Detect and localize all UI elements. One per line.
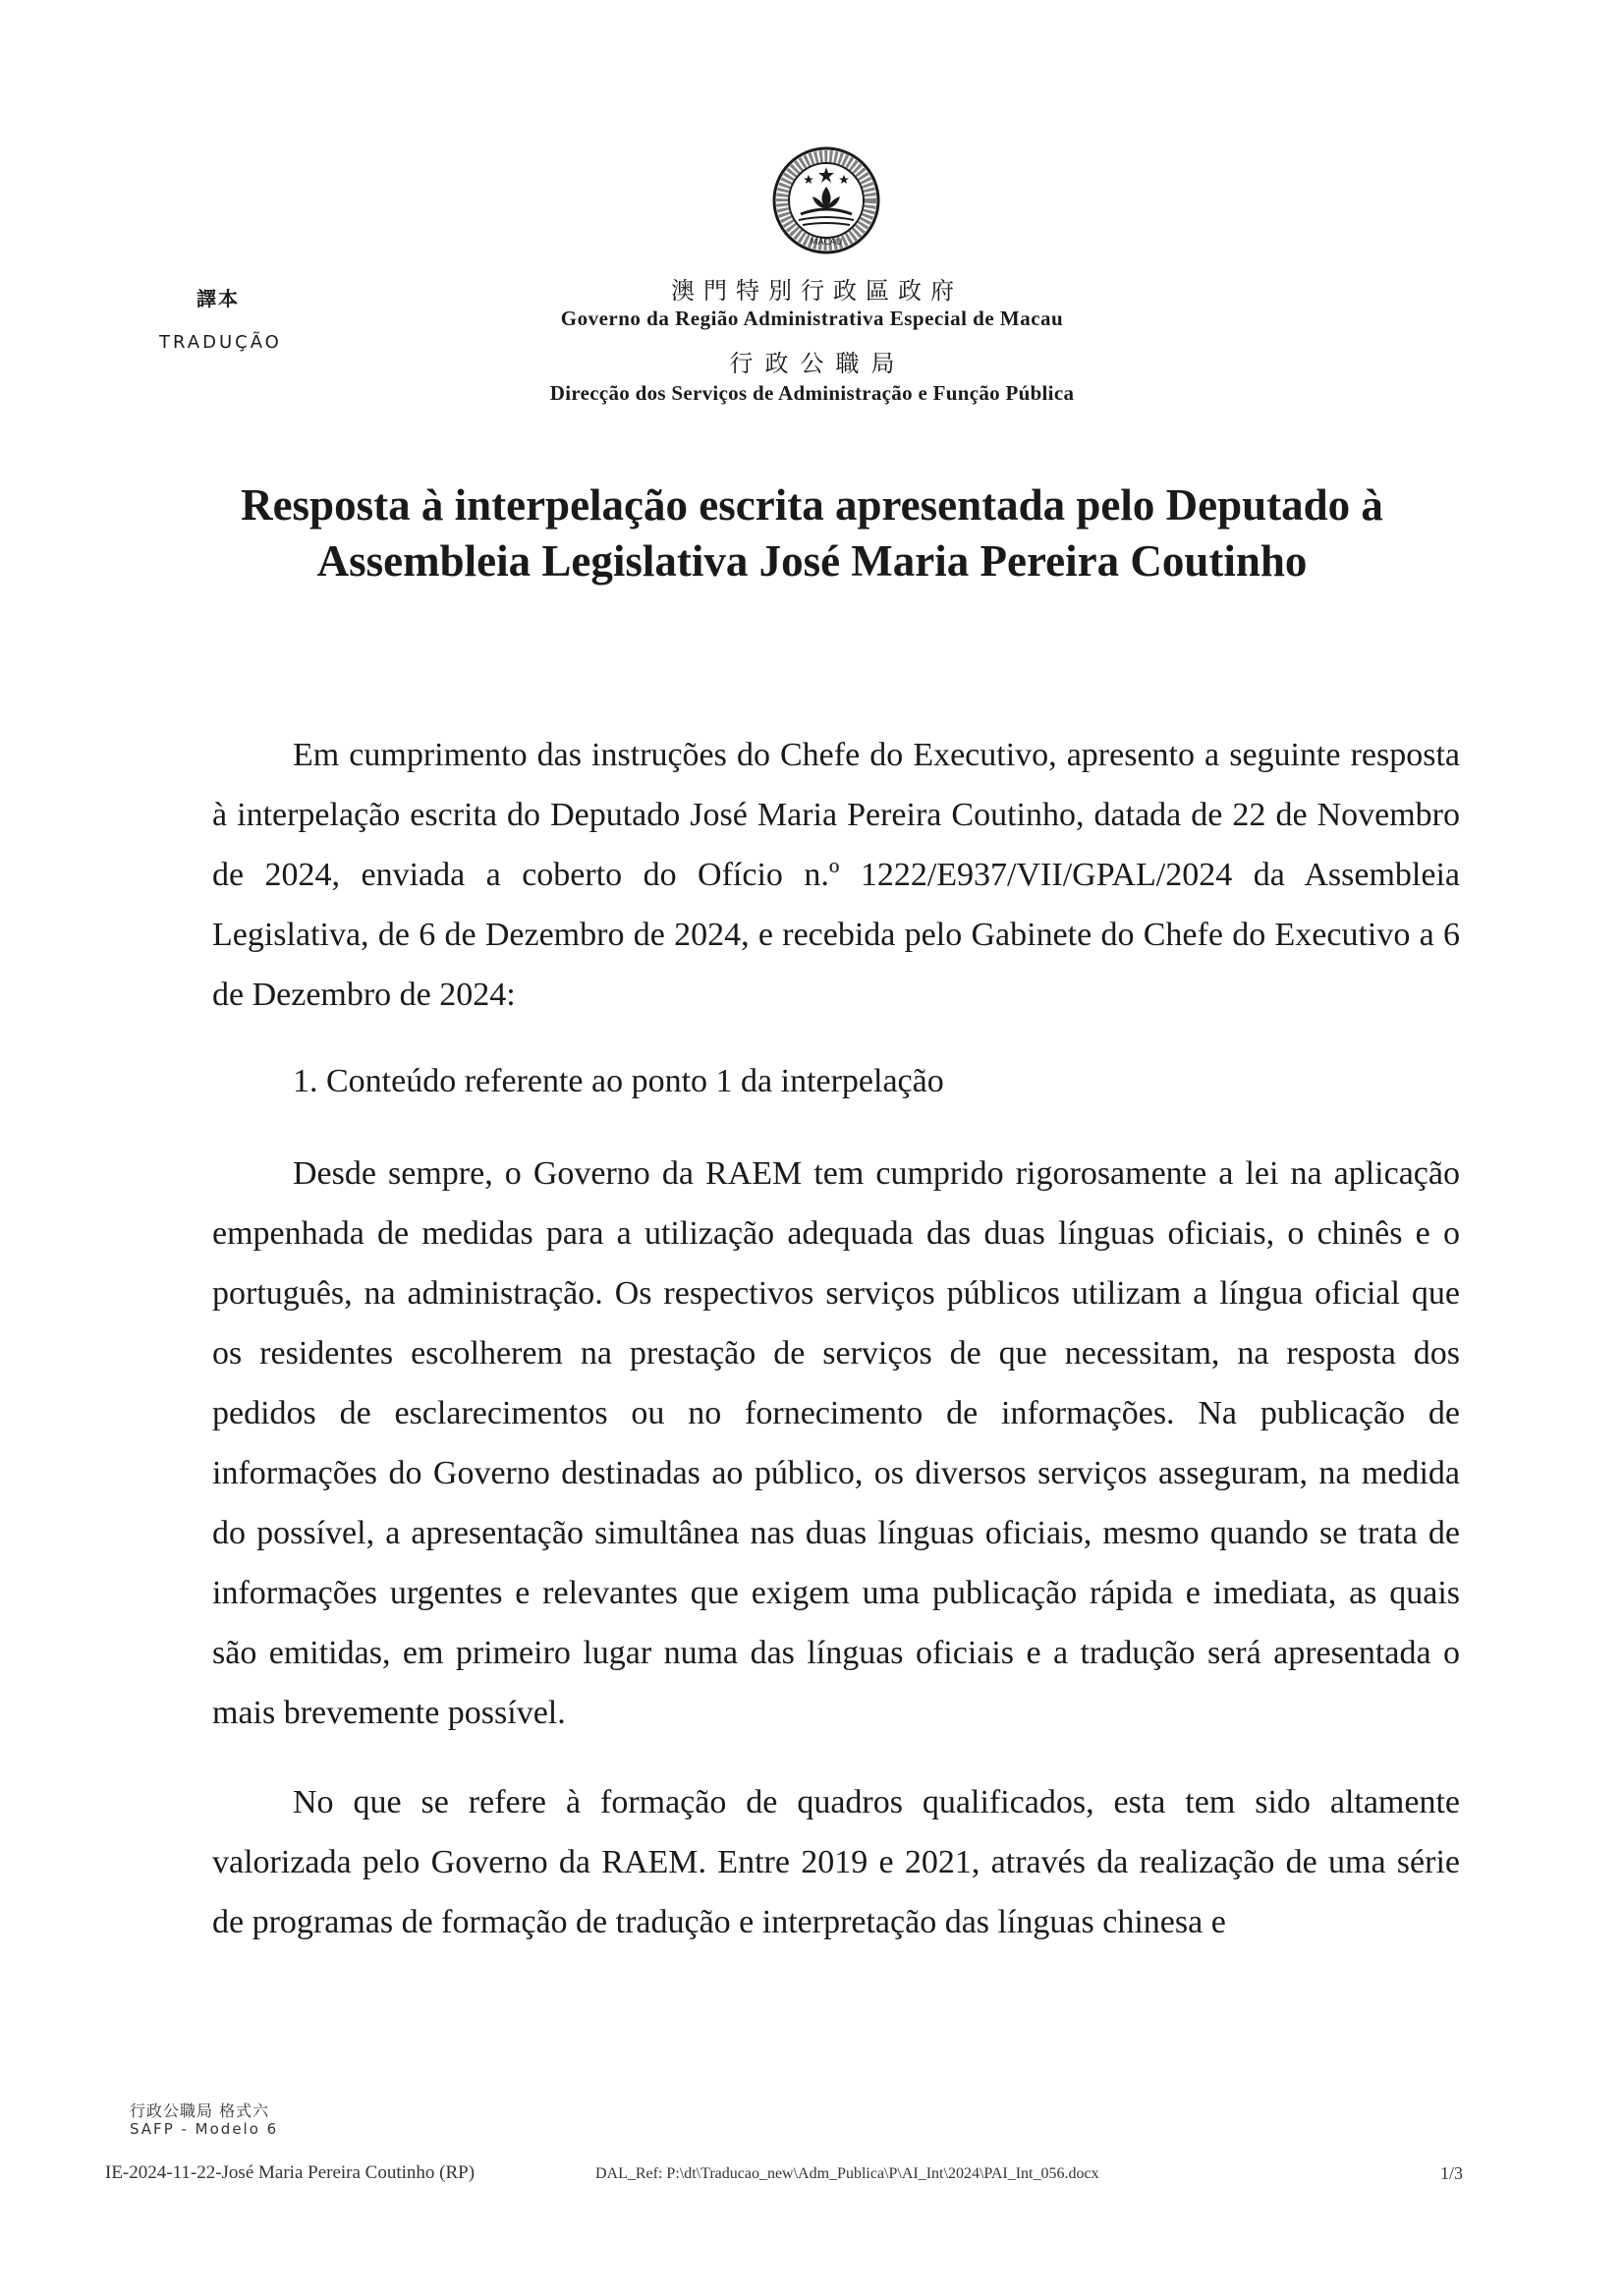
section-1-paragraph-2: No que se refere à formação de quadros qualificados, esta tem sido altamente valorizada pelo Governo da RAEM. Entre 2019 e 2021, através da realização de uma série de programas de formação de tradução e interpretação das línguas chinesa e <box>212 1784 1460 1940</box>
translation-mark-portuguese: TRADUÇÃO <box>159 332 282 353</box>
page-number: 1/3 <box>1440 2163 1464 2183</box>
document-reference: IE-2024-11-22-José Maria Pereira Coutinho (RP) <box>105 2162 476 2183</box>
macau-emblem <box>771 145 881 255</box>
government-name-chinese: 澳門特別行政區政府 <box>671 277 963 305</box>
section-1-paragraph-1: Desde sempre, o Governo da RAEM tem cumprido rigorosamente a lei na aplicação empenhada de medidas para a utilização adequada das duas línguas oficiais, o chinês e o português, na administração. Os respectivos serviços públicos utilizam a língua oficial que os residentes escolherem na prestação de serviços de que necessitam, na resposta dos pedidos de esclarecimentos ou no fornecimento de informações. Na publicação de informações do Governo destinadas ao público, os diversos serviços asseguram, na medida do possível, a apresentação simultânea nas duas línguas oficiais, mesmo quando se trata de informações urgentes e relevantes que exigem uma publicação rápida e imediata, as quais são emitidas, em primeiro lugar numa das línguas oficiais e a tradução será apresentada o mais brevemente possível. <box>212 1155 1460 1731</box>
emblem-label: MACAU <box>810 238 843 248</box>
department-name-chinese: 行政公職局 <box>729 350 907 377</box>
translation-mark-chinese: 譯本 <box>196 287 240 310</box>
section-1-heading: 1. Conteúdo referente ao ponto 1 da interpelação <box>293 1063 944 1099</box>
department-name-portuguese: Direcção dos Serviços de Administração e Função Pública <box>549 381 1075 405</box>
file-path-reference: DAL_Ref: P:\dt\Traducao_new\Adm_Publica\P\AI_Int\2024\PAI_Int_056.docx <box>595 2165 1099 2182</box>
intro-paragraph: Em cumprimento das instruções do Chefe do Executivo, apresento a seguinte resposta à interpelação escrita do Deputado José Maria Pereira Coutinho, datada de 22 de Novembro de 2024, enviada a coberto do Ofício n.º 1222/E937/VII/GPAL/2024 da Assembleia Legislativa, de 6 de Dezembro de 2024, e recebida pelo Gabinete do Chefe do Executivo a 6 de Dezembro de 2024: <box>212 737 1460 1013</box>
form-label-chinese: 行政公職局 格式六 <box>130 2101 270 2120</box>
form-label-portuguese: SAFP - Modelo 6 <box>130 2120 279 2138</box>
document-title: Resposta à interpelação escrita apresentada pelo Deputado à Assembleia Legislativa José Maria Pereira Coutinho <box>241 480 1383 586</box>
government-name-portuguese: Governo da Região Administrativa Especial de Macau <box>560 307 1064 330</box>
